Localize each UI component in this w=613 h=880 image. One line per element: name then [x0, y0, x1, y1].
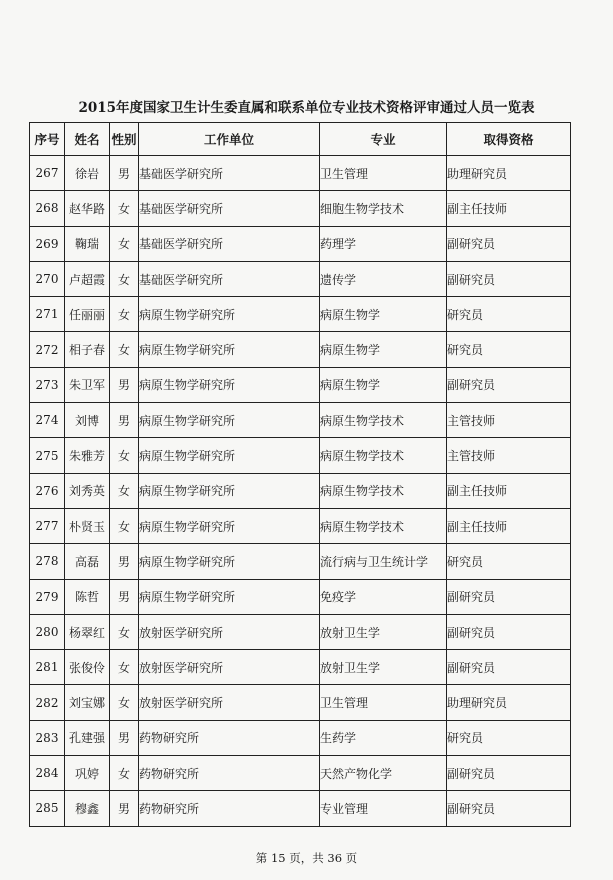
cell-major: 病原生物学: [320, 297, 447, 332]
page-footer: 第 15 页，共 36 页: [255, 851, 358, 865]
cell-work-unit: 药物研究所: [139, 720, 320, 755]
cell-serial-no: 267: [30, 156, 65, 191]
cell-qualification: 助理研究员: [447, 685, 571, 720]
cell-name: 刘秀英: [65, 473, 110, 508]
cell-serial-no: 278: [30, 544, 65, 579]
cell-work-unit: 病原生物学研究所: [139, 508, 320, 543]
cell-gender: 女: [110, 438, 139, 473]
cell-major: 卫生管理: [320, 156, 447, 191]
header-gender: 性别: [110, 123, 139, 156]
cell-major: 放射卫生学: [320, 650, 447, 685]
cell-major: 病原生物学技术: [320, 508, 447, 543]
cell-serial-no: 282: [30, 685, 65, 720]
cell-gender: 男: [110, 156, 139, 191]
cell-gender: 男: [110, 544, 139, 579]
cell-name: 巩婷: [65, 756, 110, 791]
cell-qualification: 副研究员: [447, 579, 571, 614]
table-row: [30, 367, 571, 402]
cell-serial-no: 272: [30, 332, 65, 367]
cell-name: 朱卫军: [65, 367, 110, 402]
cell-qualification: 研究员: [447, 297, 571, 332]
cell-name: 穆鑫: [65, 791, 110, 826]
cell-qualification: 副研究员: [447, 650, 571, 685]
cell-major: 病原生物学技术: [320, 438, 447, 473]
cell-gender: 女: [110, 473, 139, 508]
cell-gender: 男: [110, 403, 139, 438]
cell-qualification: 研究员: [447, 544, 571, 579]
table-row: [30, 473, 571, 508]
cell-name: 鞠瑞: [65, 226, 110, 261]
cell-serial-no: 285: [30, 791, 65, 826]
cell-major: 流行病与卫生统计学: [320, 544, 447, 579]
table-row: [30, 261, 571, 296]
table-row: [30, 156, 571, 191]
table-row: [30, 685, 571, 720]
table-header-row: [30, 123, 571, 156]
cell-qualification: 研究员: [447, 332, 571, 367]
cell-major: 病原生物学: [320, 367, 447, 402]
cell-work-unit: 病原生物学研究所: [139, 473, 320, 508]
header-major: 专业: [320, 123, 447, 156]
cell-name: 朴贤玉: [65, 508, 110, 543]
cell-work-unit: 病原生物学研究所: [139, 544, 320, 579]
table-row: [30, 720, 571, 755]
cell-serial-no: 281: [30, 650, 65, 685]
cell-work-unit: 放射医学研究所: [139, 650, 320, 685]
cell-gender: 男: [110, 720, 139, 755]
cell-work-unit: 放射医学研究所: [139, 685, 320, 720]
cell-major: 生药学: [320, 720, 447, 755]
cell-major: 细胞生物学技术: [320, 191, 447, 226]
cell-work-unit: 病原生物学研究所: [139, 332, 320, 367]
cell-work-unit: 基础医学研究所: [139, 226, 320, 261]
cell-major: 病原生物学: [320, 332, 447, 367]
cell-work-unit: 药物研究所: [139, 791, 320, 826]
cell-serial-no: 273: [30, 367, 65, 402]
page-title: 2015年度国家卫生计生委直属和联系单位专业技术资格评审通过人员一览表: [78, 100, 535, 116]
cell-qualification: 副主任技师: [447, 191, 571, 226]
table-row: [30, 508, 571, 543]
cell-work-unit: 病原生物学研究所: [139, 297, 320, 332]
cell-gender: 男: [110, 367, 139, 402]
cell-serial-no: 270: [30, 261, 65, 296]
table-row: [30, 297, 571, 332]
cell-name: 徐岩: [65, 156, 110, 191]
table-body: [30, 156, 571, 827]
table-row: [30, 579, 571, 614]
header-qualification: 取得资格: [447, 123, 571, 156]
cell-serial-no: 274: [30, 403, 65, 438]
cell-name: 杨翠红: [65, 614, 110, 649]
cell-gender: 男: [110, 791, 139, 826]
cell-major: 免疫学: [320, 579, 447, 614]
cell-gender: 女: [110, 508, 139, 543]
cell-name: 刘博: [65, 403, 110, 438]
header-name: 姓名: [65, 123, 110, 156]
cell-major: 病原生物学技术: [320, 403, 447, 438]
cell-gender: 女: [110, 226, 139, 261]
cell-qualification: 助理研究员: [447, 156, 571, 191]
results-table: [29, 122, 571, 827]
cell-name: 相子春: [65, 332, 110, 367]
table-row: [30, 332, 571, 367]
cell-qualification: 副主任技师: [447, 473, 571, 508]
cell-qualification: 主管技师: [447, 403, 571, 438]
cell-gender: 女: [110, 650, 139, 685]
cell-major: 卫生管理: [320, 685, 447, 720]
cell-qualification: 副研究员: [447, 756, 571, 791]
cell-serial-no: 283: [30, 720, 65, 755]
cell-major: 专业管理: [320, 791, 447, 826]
cell-serial-no: 284: [30, 756, 65, 791]
cell-work-unit: 病原生物学研究所: [139, 579, 320, 614]
cell-qualification: 副研究员: [447, 261, 571, 296]
cell-qualification: 副主任技师: [447, 508, 571, 543]
table-row: [30, 791, 571, 826]
cell-major: 病原生物学技术: [320, 473, 447, 508]
cell-qualification: 主管技师: [447, 438, 571, 473]
cell-gender: 女: [110, 614, 139, 649]
cell-name: 卢超霞: [65, 261, 110, 296]
cell-gender: 女: [110, 685, 139, 720]
cell-name: 任丽丽: [65, 297, 110, 332]
cell-work-unit: 基础医学研究所: [139, 156, 320, 191]
table-row: [30, 544, 571, 579]
cell-major: 放射卫生学: [320, 614, 447, 649]
table-row: [30, 756, 571, 791]
header-serial-no: 序号: [30, 123, 65, 156]
cell-work-unit: 放射医学研究所: [139, 614, 320, 649]
header-work-unit: 工作单位: [139, 123, 320, 156]
cell-serial-no: 269: [30, 226, 65, 261]
cell-serial-no: 268: [30, 191, 65, 226]
table-row: [30, 438, 571, 473]
cell-gender: 女: [110, 261, 139, 296]
cell-serial-no: 275: [30, 438, 65, 473]
cell-gender: 女: [110, 332, 139, 367]
table-row: [30, 614, 571, 649]
cell-qualification: 研究员: [447, 720, 571, 755]
cell-work-unit: 基础医学研究所: [139, 261, 320, 296]
cell-gender: 女: [110, 756, 139, 791]
cell-name: 陈哲: [65, 579, 110, 614]
cell-work-unit: 基础医学研究所: [139, 191, 320, 226]
cell-serial-no: 271: [30, 297, 65, 332]
cell-qualification: 副研究员: [447, 367, 571, 402]
cell-name: 张俊伶: [65, 650, 110, 685]
cell-serial-no: 277: [30, 508, 65, 543]
cell-work-unit: 病原生物学研究所: [139, 367, 320, 402]
cell-serial-no: 279: [30, 579, 65, 614]
cell-name: 朱雅芳: [65, 438, 110, 473]
cell-work-unit: 病原生物学研究所: [139, 403, 320, 438]
cell-major: 药理学: [320, 226, 447, 261]
table-row: [30, 226, 571, 261]
cell-name: 刘宝娜: [65, 685, 110, 720]
cell-name: 孔建强: [65, 720, 110, 755]
cell-work-unit: 药物研究所: [139, 756, 320, 791]
table-row: [30, 650, 571, 685]
cell-gender: 女: [110, 191, 139, 226]
cell-serial-no: 280: [30, 614, 65, 649]
table-row: [30, 403, 571, 438]
cell-major: 天然产物化学: [320, 756, 447, 791]
cell-qualification: 副研究员: [447, 226, 571, 261]
cell-major: 遗传学: [320, 261, 447, 296]
cell-qualification: 副研究员: [447, 791, 571, 826]
cell-gender: 男: [110, 579, 139, 614]
cell-serial-no: 276: [30, 473, 65, 508]
cell-name: 高磊: [65, 544, 110, 579]
cell-name: 赵华路: [65, 191, 110, 226]
cell-qualification: 副研究员: [447, 614, 571, 649]
cell-work-unit: 病原生物学研究所: [139, 438, 320, 473]
cell-gender: 女: [110, 297, 139, 332]
table-row: [30, 191, 571, 226]
